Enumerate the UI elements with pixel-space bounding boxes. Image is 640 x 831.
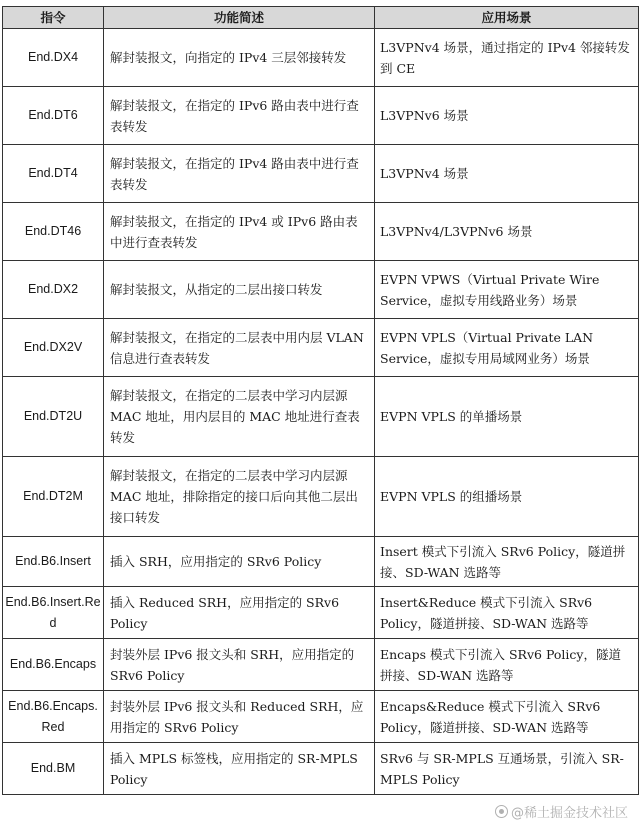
cell-scenario: Encaps&Reduce 模式下引流入 SRv6 Policy，隧道拼接、SD-WAN 选路等 bbox=[375, 691, 639, 743]
table-row bbox=[3, 639, 639, 691]
cell-desc: 解封装报文，在指定的 IPv4 路由表中进行查表转发 bbox=[104, 145, 375, 203]
cell-scenario: Insert 模式下引流入 SRv6 Policy，隧道拼接、SD-WAN 选路等 bbox=[375, 537, 639, 587]
table-header bbox=[3, 7, 639, 29]
cell-scenario: L3VPNv4 场景 bbox=[375, 145, 639, 203]
cell-desc: 解封装报文，在指定的 IPv4 或 IPv6 路由表中进行查表转发 bbox=[104, 203, 375, 261]
table-row bbox=[3, 587, 639, 639]
watermark-text: @稀土掘金技术社区 bbox=[510, 806, 628, 821]
cell-desc: 解封装报文，从指定的二层出接口转发 bbox=[104, 261, 375, 319]
header-desc: 功能简述 bbox=[104, 7, 375, 29]
cell-desc: 解封装报文，在指定的二层表中用内层 VLAN 信息进行查表转发 bbox=[104, 319, 375, 377]
cell-cmd: End.DT2M bbox=[3, 457, 104, 537]
table-row bbox=[3, 145, 639, 203]
cell-scenario: L3VPNv4/L3VPNv6 场景 bbox=[375, 203, 639, 261]
table-row bbox=[3, 261, 639, 319]
cell-desc: 封装外层 IPv6 报文头和 Reduced SRH，应用指定的 SRv6 Policy bbox=[104, 691, 375, 743]
cell-scenario: SRv6 与 SR-MPLS 互通场景，引流入 SR-MPLS Policy bbox=[375, 743, 639, 795]
cell-cmd: End.DT6 bbox=[3, 87, 104, 145]
cell-desc: 解封装报文，在指定的 IPv6 路由表中进行查表转发 bbox=[104, 87, 375, 145]
cell-cmd: End.DX2V bbox=[3, 319, 104, 377]
table-row bbox=[3, 537, 639, 587]
cell-desc: 插入 MPLS 标签栈，应用指定的 SR-MPLS Policy bbox=[104, 743, 375, 795]
cell-scenario: L3VPNv6 场景 bbox=[375, 87, 639, 145]
table-row bbox=[3, 203, 639, 261]
header-scenario: 应用场景 bbox=[375, 7, 639, 29]
cell-scenario: EVPN VPLS 的单播场景 bbox=[375, 377, 639, 457]
cell-cmd: End.BM bbox=[3, 743, 104, 795]
cell-scenario: L3VPNv4 场景，通过指定的 IPv4 邻接转发到 CE bbox=[375, 29, 639, 87]
cell-scenario: EVPN VPWS（Virtual Private Wire Service，虚拟专用线路业务）场景 bbox=[375, 261, 639, 319]
cell-desc: 解封装报文，向指定的 IPv4 三层邻接转发 bbox=[104, 29, 375, 87]
juejin-logo-icon bbox=[495, 805, 508, 818]
watermark bbox=[493, 802, 630, 821]
cell-cmd: End.B6.Insert bbox=[3, 537, 104, 587]
table-row bbox=[3, 87, 639, 145]
table-row bbox=[3, 377, 639, 457]
cell-scenario: Encaps 模式下引流入 SRv6 Policy，隧道拼接、SD-WAN 选路等 bbox=[375, 639, 639, 691]
cell-scenario: EVPN VPLS 的组播场景 bbox=[375, 457, 639, 537]
cell-desc: 解封装报文，在指定的二层表中学习内层源 MAC 地址，排除指定的接口后向其他二层出接口转发 bbox=[104, 457, 375, 537]
cell-cmd: End.DX4 bbox=[3, 29, 104, 87]
cell-cmd: End.DT4 bbox=[3, 145, 104, 203]
table-row bbox=[3, 743, 639, 795]
cell-cmd: End.DT46 bbox=[3, 203, 104, 261]
cell-desc: 封装外层 IPv6 报文头和 SRH，应用指定的 SRv6 Policy bbox=[104, 639, 375, 691]
table-row bbox=[3, 457, 639, 537]
cell-desc: 插入 Reduced SRH，应用指定的 SRv6 Policy bbox=[104, 587, 375, 639]
cell-cmd: End.B6.Encaps.Red bbox=[3, 691, 104, 743]
cell-cmd: End.B6.Insert.Red bbox=[3, 587, 104, 639]
srv6-instruction-table bbox=[2, 6, 639, 795]
table-body bbox=[3, 29, 639, 795]
cell-scenario: Insert&Reduce 模式下引流入 SRv6 Policy，隧道拼接、SD-WAN 选路等 bbox=[375, 587, 639, 639]
cell-scenario: EVPN VPLS（Virtual Private LAN Service，虚拟专用局域网业务）场景 bbox=[375, 319, 639, 377]
table-row bbox=[3, 29, 639, 87]
cell-desc: 解封装报文，在指定的二层表中学习内层源 MAC 地址，用内层目的 MAC 地址进行查表转发 bbox=[104, 377, 375, 457]
cell-cmd: End.DX2 bbox=[3, 261, 104, 319]
header-cmd: 指令 bbox=[3, 7, 104, 29]
table-row bbox=[3, 691, 639, 743]
cell-desc: 插入 SRH，应用指定的 SRv6 Policy bbox=[104, 537, 375, 587]
header-row bbox=[3, 7, 639, 29]
cell-cmd: End.B6.Encaps bbox=[3, 639, 104, 691]
table-row bbox=[3, 319, 639, 377]
cell-cmd: End.DT2U bbox=[3, 377, 104, 457]
